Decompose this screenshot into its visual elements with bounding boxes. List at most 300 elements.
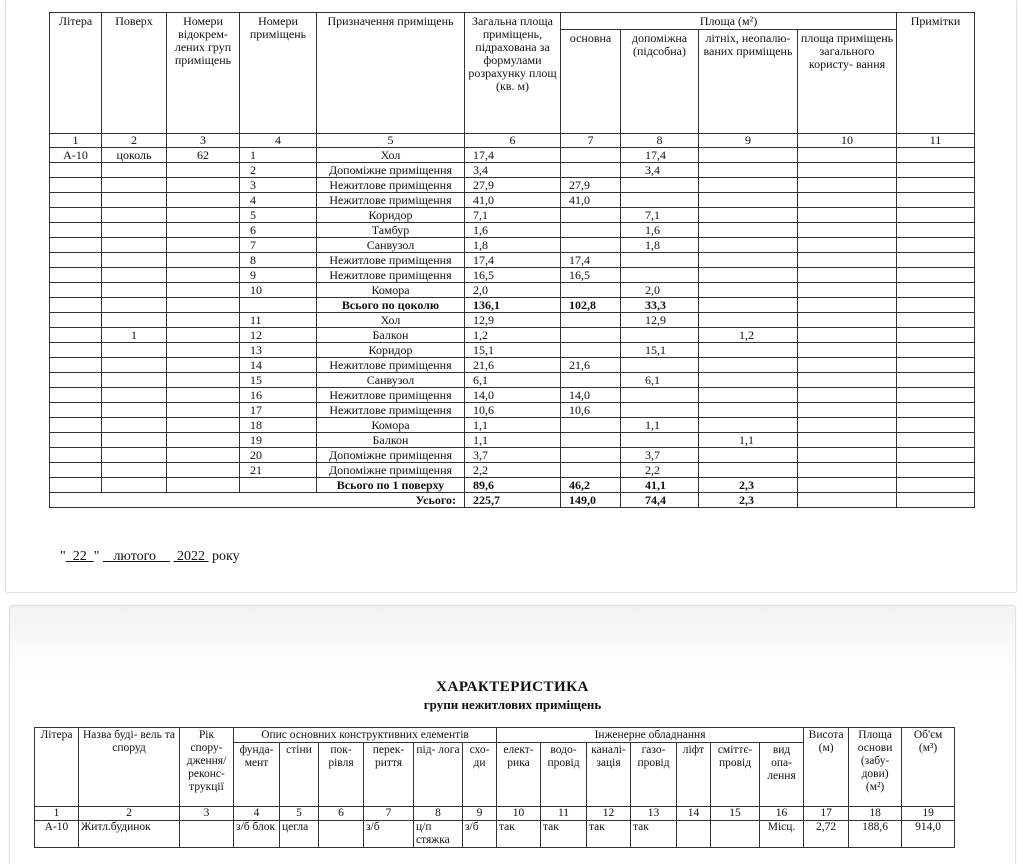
cell-notes: [897, 268, 975, 283]
cell-room-number: 8: [240, 253, 317, 268]
cell-notes: [897, 373, 975, 388]
cell-main: 102,8: [561, 298, 621, 313]
cell-purpose: Тамбур: [317, 223, 465, 238]
cell-litera: [50, 343, 102, 358]
cell-notes: [897, 313, 975, 328]
cell-main: [561, 208, 621, 223]
cell-main: 46,2: [561, 478, 621, 493]
cell-summer: [699, 403, 798, 418]
cell-main: [561, 448, 621, 463]
cell-total: 12,9: [465, 313, 561, 328]
cell-group: [167, 238, 240, 253]
column-number: 2: [79, 807, 180, 821]
cell-aux: [621, 268, 699, 283]
cell-poverkh: [102, 193, 167, 208]
column-number: 2: [102, 134, 167, 148]
cell-group: [167, 418, 240, 433]
room-row: [50, 418, 975, 433]
c-header-lift: ліфт: [677, 743, 711, 807]
characteristic-title: ХАРАКТЕРИСТИКА: [436, 679, 589, 695]
cell-aux: 17,4: [621, 148, 699, 163]
c-header-electric: елект- рика: [497, 743, 541, 807]
cell-group: [167, 268, 240, 283]
cell-common: [798, 268, 897, 283]
header-summer: літніх, неопалю- ваних приміщень: [699, 30, 798, 134]
c-cell-roof: [319, 821, 364, 848]
cell-room-number: 19: [240, 433, 317, 448]
cell-room-number: 13: [240, 343, 317, 358]
cell-common: [798, 418, 897, 433]
cell-room-number: 20: [240, 448, 317, 463]
cell-group: [167, 298, 240, 313]
cell-litera: [50, 448, 102, 463]
cell-common: [798, 208, 897, 223]
grand-total-label: Усього:: [50, 493, 465, 508]
cell-group: [167, 223, 240, 238]
cell-group: [167, 448, 240, 463]
column-number: 15: [711, 807, 760, 821]
cell-main: [561, 313, 621, 328]
cell-group: [167, 373, 240, 388]
cell-poverkh: [102, 388, 167, 403]
cell-main: 41,0: [561, 193, 621, 208]
cell-common: [798, 358, 897, 373]
cell-summer: [699, 388, 798, 403]
cell-main: [561, 283, 621, 298]
column-number: 4: [234, 807, 280, 821]
cell-notes: [897, 223, 975, 238]
cell-litera: [50, 358, 102, 373]
c-cell-lift: [677, 821, 711, 848]
room-row: [50, 343, 975, 358]
c-cell-base-area: 188,6: [849, 821, 902, 848]
cell-purpose: Комора: [317, 283, 465, 298]
cell-room-number: 9: [240, 268, 317, 283]
cell-summer: [699, 148, 798, 163]
cell-room-number: 12: [240, 328, 317, 343]
c-header-foundation: фунда- мент: [234, 743, 280, 807]
cell-total: 41,0: [465, 193, 561, 208]
column-number: 11: [541, 807, 587, 821]
column-number: 19: [902, 807, 955, 821]
room-row: [50, 388, 975, 403]
column-number: 7: [364, 807, 414, 821]
cell-purpose: Балкон: [317, 433, 465, 448]
cell-group: [167, 193, 240, 208]
cell-total: 16,5: [465, 268, 561, 283]
cell-notes: [897, 418, 975, 433]
column-number: 3: [167, 134, 240, 148]
cell-common: [798, 433, 897, 448]
room-row: [50, 238, 975, 253]
cell-total: 136,1: [465, 298, 561, 313]
cell-room-number: 17: [240, 403, 317, 418]
cell-aux: 41,1: [621, 478, 699, 493]
cell-common: [798, 223, 897, 238]
c-cell-gas: так: [631, 821, 677, 848]
cell-aux: 2,2: [621, 463, 699, 478]
cell-purpose: Допоміжне приміщення: [317, 463, 465, 478]
c-header-base-area: Площа основи (забу- дови) (м²): [849, 728, 902, 807]
cell-notes: [897, 193, 975, 208]
cell-total: 89,6: [465, 478, 561, 493]
grand-total-aux: 74,4: [621, 493, 699, 508]
cell-notes: [897, 343, 975, 358]
cell-main: 17,4: [561, 253, 621, 268]
cell-notes: [897, 388, 975, 403]
cell-total: 2,0: [465, 283, 561, 298]
cell-common: [798, 283, 897, 298]
c-header-height: Висота (м): [804, 728, 849, 807]
cell-purpose: Санвузол: [317, 373, 465, 388]
cell-poverkh: 1: [102, 328, 167, 343]
column-number: 18: [849, 807, 902, 821]
header-purpose: Призначення приміщень: [317, 13, 465, 134]
cell-summer: [699, 253, 798, 268]
cell-aux: 12,9: [621, 313, 699, 328]
cell-summer: [699, 193, 798, 208]
cell-aux: [621, 328, 699, 343]
c-cell-water: так: [541, 821, 587, 848]
cell-group: [167, 433, 240, 448]
cell-main: [561, 163, 621, 178]
cell-litera: [50, 268, 102, 283]
cell-purpose: Допоміжне приміщення: [317, 448, 465, 463]
header-groups: Номери відокрем- лених груп приміщень: [167, 13, 240, 134]
cell-aux: [621, 358, 699, 373]
cell-purpose: Нежитлове приміщення: [317, 178, 465, 193]
cell-purpose: Всього по цоколю: [317, 298, 465, 313]
cell-purpose: Комора: [317, 418, 465, 433]
cell-poverkh: [102, 448, 167, 463]
header-common: площа приміщень загального користу- вання: [798, 30, 897, 134]
cell-litera: [50, 373, 102, 388]
cell-poverkh: [102, 358, 167, 373]
cell-room-number: 3: [240, 178, 317, 193]
cell-litera: [50, 463, 102, 478]
cell-aux: [621, 253, 699, 268]
cell-poverkh: цоколь: [102, 148, 167, 163]
grand-total-common: [798, 493, 897, 508]
cell-summer: 1,2: [699, 328, 798, 343]
grand-total-notes: [897, 493, 975, 508]
cell-summer: [699, 163, 798, 178]
column-number: 12: [587, 807, 631, 821]
cell-group: [167, 178, 240, 193]
cell-aux: 1,8: [621, 238, 699, 253]
cell-poverkh: [102, 223, 167, 238]
cell-room-number: 4: [240, 193, 317, 208]
room-row: [50, 403, 975, 418]
c-header-heating: вид опа- лення: [760, 743, 804, 807]
cell-purpose: Нежитлове приміщення: [317, 388, 465, 403]
cell-main: [561, 463, 621, 478]
cell-summer: [699, 223, 798, 238]
cell-summer: 2,3: [699, 478, 798, 493]
cell-room-number: 10: [240, 283, 317, 298]
cell-total: 3,4: [465, 163, 561, 178]
cell-common: [798, 448, 897, 463]
cell-group: [167, 253, 240, 268]
cell-purpose: Коридор: [317, 343, 465, 358]
room-row: [50, 358, 975, 373]
cell-notes: [897, 148, 975, 163]
cell-aux: [621, 193, 699, 208]
cell-summer: 1,1: [699, 433, 798, 448]
cell-litera: [50, 313, 102, 328]
cell-notes: [897, 283, 975, 298]
column-number: 8: [414, 807, 463, 821]
c-header-floors-over: перек- риття: [364, 743, 414, 807]
room-row: [50, 313, 975, 328]
cell-common: [798, 298, 897, 313]
cell-litera: [50, 433, 102, 448]
cell-purpose: Санвузол: [317, 238, 465, 253]
cell-notes: [897, 208, 975, 223]
c-header-litera: Літера: [35, 728, 79, 807]
cell-total: 2,2: [465, 463, 561, 478]
date-day: 22: [72, 549, 87, 564]
cell-summer: [699, 298, 798, 313]
column-number: 1: [50, 134, 102, 148]
cell-poverkh: [102, 178, 167, 193]
cell-main: [561, 343, 621, 358]
cell-main: [561, 418, 621, 433]
cell-room-number: 11: [240, 313, 317, 328]
document-page-1: [6, 0, 1016, 592]
header-litera: Літера: [50, 13, 102, 134]
c-header-year: Рік спору- дження/ реконс- трукції: [180, 728, 234, 807]
cell-total: 7,1: [465, 208, 561, 223]
cell-summer: [699, 313, 798, 328]
cell-notes: [897, 358, 975, 373]
characteristic-subtitle: групи нежитлових приміщень: [423, 697, 602, 712]
room-row: [50, 463, 975, 478]
document-date: [60, 549, 240, 565]
cell-purpose: Всього по 1 поверху: [317, 478, 465, 493]
cell-poverkh: [102, 418, 167, 433]
c-cell-height: 2,72: [804, 821, 849, 848]
c-header-stairs: схо- ди: [463, 743, 497, 807]
header-total-area: Загальна площа приміщень, підрахована за формулами розрахунку площ (кв. м): [465, 13, 561, 134]
date-suffix: року: [212, 549, 240, 564]
cell-summer: [699, 418, 798, 433]
header-notes: Примітки: [897, 13, 975, 134]
cell-common: [798, 193, 897, 208]
cell-purpose: Нежитлове приміщення: [317, 358, 465, 373]
cell-poverkh: [102, 253, 167, 268]
room-row: [50, 253, 975, 268]
column-number: 10: [497, 807, 541, 821]
cell-room-number: 18: [240, 418, 317, 433]
c-header-floor: під- лога: [414, 743, 463, 807]
cell-common: [798, 343, 897, 358]
c-cell-year: [180, 821, 234, 848]
room-row: [50, 223, 975, 238]
cell-aux: [621, 433, 699, 448]
cell-total: 1,2: [465, 328, 561, 343]
cell-purpose: Хол: [317, 148, 465, 163]
c-cell-sewer: так: [587, 821, 631, 848]
cell-notes: [897, 178, 975, 193]
cell-common: [798, 403, 897, 418]
cell-main: [561, 223, 621, 238]
cell-purpose: Нежитлове приміщення: [317, 268, 465, 283]
cell-total: 27,9: [465, 178, 561, 193]
column-number: 8: [621, 134, 699, 148]
cell-total: 17,4: [465, 253, 561, 268]
c-cell-volume: 914,0: [902, 821, 955, 848]
cell-group: [167, 478, 240, 493]
cell-poverkh: [102, 343, 167, 358]
cell-poverkh: [102, 478, 167, 493]
c-header-gas: газо- провід: [631, 743, 677, 807]
cell-aux: [621, 388, 699, 403]
cell-poverkh: [102, 433, 167, 448]
c-cell-walls: цегла: [280, 821, 319, 848]
c-header-sewer: каналі- зація: [587, 743, 631, 807]
cell-group: [167, 388, 240, 403]
cell-notes: [897, 448, 975, 463]
cell-summer: [699, 373, 798, 388]
grand-total-total: 225,7: [465, 493, 561, 508]
room-row: [50, 448, 975, 463]
c-header-volume: Об'єм (м³): [902, 728, 955, 807]
cell-poverkh: [102, 298, 167, 313]
cell-litera: [50, 388, 102, 403]
cell-poverkh: [102, 208, 167, 223]
header-area-group: Площа (м²): [561, 13, 897, 30]
column-number: 16: [760, 807, 804, 821]
cell-group: [167, 343, 240, 358]
c-cell-electric: так: [497, 821, 541, 848]
cell-poverkh: [102, 373, 167, 388]
cell-poverkh: [102, 313, 167, 328]
c-header-trash: сміттє- провід: [711, 743, 760, 807]
subtotal-row: [50, 298, 975, 313]
c-header-water: водо- провід: [541, 743, 587, 807]
cell-main: 10,6: [561, 403, 621, 418]
cell-common: [798, 313, 897, 328]
cell-notes: [897, 163, 975, 178]
cell-total: 1,6: [465, 223, 561, 238]
cell-aux: 3,7: [621, 448, 699, 463]
cell-common: [798, 238, 897, 253]
cell-room-number: [240, 478, 317, 493]
column-number: 7: [561, 134, 621, 148]
cell-litera: [50, 253, 102, 268]
cell-summer: [699, 343, 798, 358]
cell-common: [798, 478, 897, 493]
cell-main: [561, 238, 621, 253]
column-number: 10: [798, 134, 897, 148]
c-cell-trash: [711, 821, 760, 848]
cell-room-number: 15: [240, 373, 317, 388]
column-number: 5: [280, 807, 319, 821]
c-cell-foundation: з/б блок: [234, 821, 280, 848]
column-numbers-row: [50, 134, 975, 148]
cell-aux: 33,3: [621, 298, 699, 313]
cell-summer: [699, 463, 798, 478]
cell-summer: [699, 448, 798, 463]
cell-aux: 15,1: [621, 343, 699, 358]
cell-summer: [699, 268, 798, 283]
cell-main: [561, 433, 621, 448]
cell-group: [167, 208, 240, 223]
header-main: основна: [561, 30, 621, 134]
cell-purpose: Хол: [317, 313, 465, 328]
cell-room-number: 16: [240, 388, 317, 403]
cell-room-number: 2: [240, 163, 317, 178]
cell-total: 1,8: [465, 238, 561, 253]
cell-common: [798, 328, 897, 343]
cell-litera: [50, 238, 102, 253]
header-rooms: Номери приміщень: [240, 13, 317, 134]
room-row: [50, 268, 975, 283]
cell-purpose: Нежитлове приміщення: [317, 403, 465, 418]
c-cell-name: Житл.будинок: [79, 821, 180, 848]
cell-group: [167, 283, 240, 298]
cell-main: [561, 328, 621, 343]
cell-total: 15,1: [465, 343, 561, 358]
date-quote-open: ": [60, 549, 66, 564]
cell-room-number: 1: [240, 148, 317, 163]
cell-notes: [897, 328, 975, 343]
c-header-struct-group: Опис основних конструктивних елементів: [234, 728, 497, 743]
column-number: 4: [240, 134, 317, 148]
column-number: 14: [677, 807, 711, 821]
cell-litera: [50, 283, 102, 298]
cell-total: 6,1: [465, 373, 561, 388]
grand-total-summer: 2,3: [699, 493, 798, 508]
cell-litera: [50, 223, 102, 238]
cell-main: 16,5: [561, 268, 621, 283]
cell-summer: [699, 178, 798, 193]
c-header-name: Назва буді- вель та споруд: [79, 728, 180, 807]
cell-main: [561, 148, 621, 163]
c-cell-floor: ц/п стяжка: [414, 821, 463, 848]
cell-aux: 1,6: [621, 223, 699, 238]
cell-poverkh: [102, 268, 167, 283]
c-cell-litera: А-10: [35, 821, 79, 848]
column-number: 9: [699, 134, 798, 148]
column-number: 5: [317, 134, 465, 148]
cell-aux: 1,1: [621, 418, 699, 433]
cell-aux: [621, 403, 699, 418]
cell-notes: [897, 403, 975, 418]
cell-purpose: Нежитлове приміщення: [317, 253, 465, 268]
column-number: 11: [897, 134, 975, 148]
cell-poverkh: [102, 403, 167, 418]
rooms-area-table: [49, 12, 975, 508]
grand-total-main: 149,0: [561, 493, 621, 508]
cell-main: 27,9: [561, 178, 621, 193]
cell-room-number: 6: [240, 223, 317, 238]
cell-total: 10,6: [465, 403, 561, 418]
column-number: 3: [180, 807, 234, 821]
subtotal-row: [50, 478, 975, 493]
cell-total: 14,0: [465, 388, 561, 403]
cell-purpose: Коридор: [317, 208, 465, 223]
cell-group: [167, 313, 240, 328]
cell-common: [798, 373, 897, 388]
cell-aux: 3,4: [621, 163, 699, 178]
cell-group: [167, 358, 240, 373]
cell-litera: [50, 298, 102, 313]
cell-room-number: 21: [240, 463, 317, 478]
cell-aux: 7,1: [621, 208, 699, 223]
c-column-numbers-row: [35, 807, 955, 821]
